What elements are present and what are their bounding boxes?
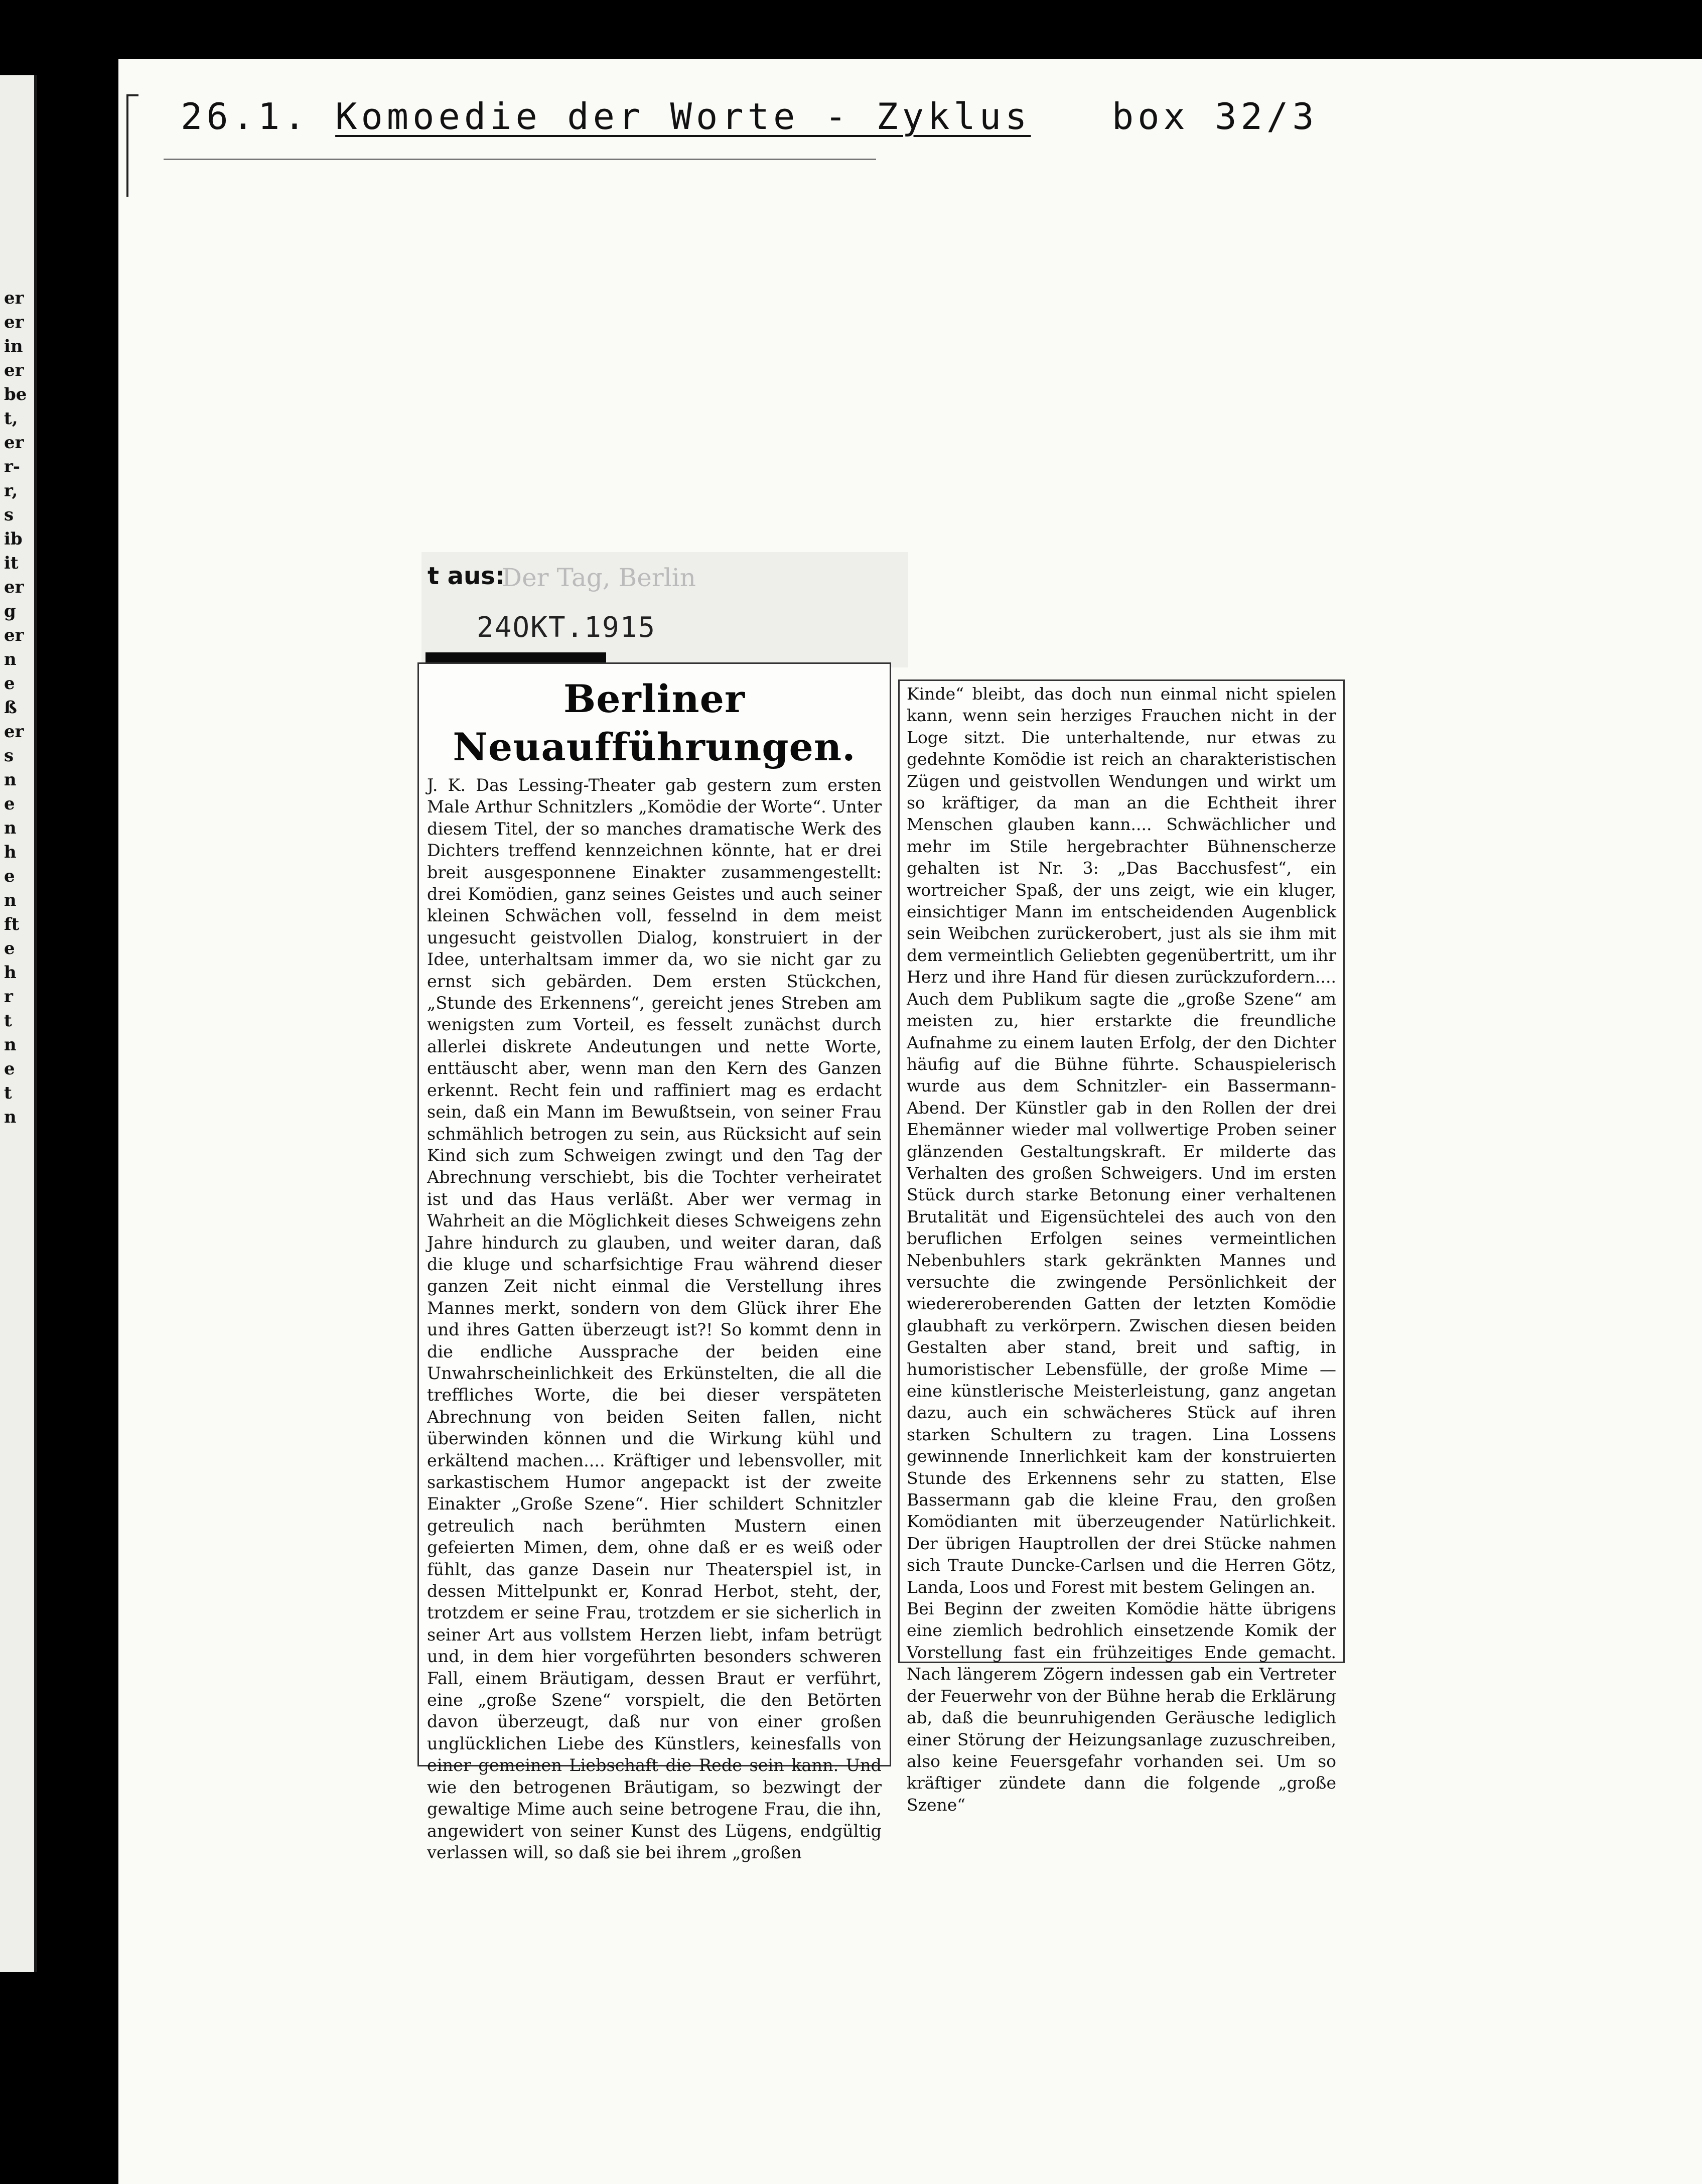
header-rule [164,159,876,160]
adjacent-page-fragment: r [4,987,13,1007]
adjacent-page-fragment: h [4,963,17,983]
source-name: Der Tag, Berlin [502,563,696,592]
headline: Berliner Neuaufführungen. [453,676,856,769]
adjacent-page-fragment: r, [4,481,18,501]
source-prefix: t aus: [428,562,505,590]
adjacent-page-fragment: h [4,842,17,862]
adjacent-page-fragment: n [4,890,17,910]
adjacent-page-fragment: in [4,336,23,356]
card-header [181,95,1318,138]
date-stamp: 24OKT.1915 [477,611,656,644]
adjacent-page-fragment: ß [4,698,17,718]
adjacent-page-fragment: er [4,288,24,308]
adjacent-page-fragment: e [4,1059,15,1079]
adjacent-page-fragment: ib [4,529,23,549]
adjacent-page-fragment: t [4,1011,12,1031]
adjacent-page-fragment: s [4,746,14,766]
adjacent-page-fragment: er [4,577,24,597]
adjacent-page-fragment: n [4,818,17,838]
card-number: 26.1. [181,95,310,138]
adjacent-page-strip [0,75,37,1972]
adjacent-page-fragment: er [4,722,24,742]
adjacent-page-fragment: e [4,673,15,694]
adjacent-page-fragment: er [4,433,24,453]
adjacent-page-fragment: t [4,1083,12,1103]
corner-mark [126,94,138,197]
column-1-text: J. K. Das Lessing-Theater gab gestern zum ersten Male Arthur Schnitzlers „Komödie der Worte“. Unter diesem Titel, der so manches dramatische Werk des Dichters treffend kennzeichnen könnte, hat er drei breit ausgesponnene Einakter zusammengestellt: drei Komödien, ganz seines Geistes und auch seiner kleinen Schwächen voll, fesselnd in dem meist ungesucht geistvollen Dialog, konstruiert in der Idee, unterhaltsam immer da, wo sie nicht gar zu ernst sich gebärden. Dem ersten Stückchen, „Stunde des Erkennens“, gereicht jenes Streben am wenigsten zum Vorteil, es fesselt zunächst durch allerlei diskrete Andeutungen und nette Worte, enttäuscht aber, wenn man den Kern des Ganzen erkennt. Recht fein und raffiniert mag es erdacht sein, daß ein Mann im Bewußtsein, von seiner Frau schmählich betrogen zu sein, aus Rücksicht auf sein Kind sich zum Schweigen zwingt und den Tag der Abrechnung verschiebt, bis die Tochter verheiratet ist und das Haus verläßt. Aber wer vermag in Wahrheit an die Möglichkeit dieses Schweigens zehn Jahre hindurch zu glauben, und weiter daran, daß die kluge und scharfsichtige Frau während dieser ganzen Zeit nicht einmal die Verstellung ihres Mannes merkt, sondern von dem Glück ihrer Ehe und ihres Gatten überzeugt ist?! So kommt denn in die endliche Aussprache der beiden eine Unwahrscheinlichkeit des Erkünstelten, die all die treffliches Worte, die bei dieser verspäteten Abrechnung von beiden Seiten fallen, nicht überwinden können und die Wirkung kühl und erkältend machen.... Kräftiger und lebensvoller, mit sarkastischem Humor angepackt ist der zweite Einakter „Große Szene“. Hier schildert Schnitzler getreulich nach berühmten Mustern einen gefeierten Mimen, dem, ohne daß er es weiß oder fühlt, das ganze Dasein nur Theaterspiel ist, in dessen Mittelpunkt er, Konrad Herbot, steht, der, trotzdem er seine Frau, trotzdem er sie sicherlich in seiner Art aus vollstem Herzen liebt, infam betrügt und, in dem hier vorgeführten besonders schweren Fall, einem Bräutigam, dessen Braut er verführt, eine „große Szene“ vorspielt, die den Betörten davon überzeugt, daß nur von einer großen unglücklichen Liebe des Künstlers, keinesfalls von einer gemeinen Liebschaft die Rede sein kann. Und wie den betrogenen Bräutigam, so bezwingt der gewaltige Mime auch seine betrogene Frau, die ihn, angewidert von seiner Kunst des Lügens, endgültig verlassen will, so daß sie bei ihrem „großen [427,775,882,1862]
clipping-rule [426,652,606,663]
adjacent-page-fragment: er [4,360,24,380]
clipping-source-label [421,552,908,667]
adjacent-page-fragment: er [4,312,24,332]
box-number: box 32/3 [1111,95,1318,138]
adjacent-page-fragment: n [4,1107,17,1127]
adjacent-page-fragment: er [4,625,24,645]
adjacent-page-fragment: e [4,794,15,814]
adjacent-page-fragments [0,286,27,1129]
clipping-column-2 [898,679,1345,1815]
adjacent-page-fragment: ft [4,914,20,934]
adjacent-page-fragment: t, [4,408,18,429]
adjacent-page-fragment: n [4,1035,17,1055]
clipping-column-1 [417,662,891,1862]
adjacent-page-fragment: e [4,866,15,886]
column-2-text: Kinde“ bleibt, das doch nun einmal nicht spielen kann, wenn sein herziges Frauchen nicht in der Loge sitzt. Die unterhaltende, nur etwas zu gedehnte Komödie ist reich an charakteristischen Zügen und geistvollen Wendungen und wirkt um so kräftiger, da man an die Echtheit ihrer Menschen glauben kann.... Schwächlicher und mehr im Stile hergebrachter Bühnenscherze gehalten ist Nr. 3: „Das Bacchusfest“, ein wortreicher Spaß, der uns zeigt, wie ein kluger, einsichtiger Mann im entscheidenden Augenblick sein Weibchen zurückerobert, just als sie ihm mit dem vermeintlich Geliebten gegenübertritt, um ihr Herz und ihre Hand für diesen zurückzufordern.... Auch dem Publikum sagte die „große Szene“ am meisten zu, hier erstarkte die freundliche Aufnahme zu einem lauten Erfolg, der den Dichter häufig auf die Bühne führte. Schauspielerisch wurde aus dem Schnitzler- ein Bassermann-Abend. Der Künstler gab in den Rollen der drei Ehemänner wieder mal vollwertige Proben seiner glänzenden Gestaltungskraft. Er milderte das Verhalten des großen Schweigers. Und im ersten Stück durch starke Betonung einer verhaltenen Brutalität und Eigensüchtelei des auch von den beruflichen Erfolgen seines vermeintlichen Nebenbuhlers stark gekränkten Mannes und versuchte die zwingende Persönlichkeit der wiedereroberenden Gatten der letzten Komödie glaubhaft zu verkörpern. Zwischen diesen beiden Gestalten aber stand, breit und saftig, in humoristischer Lebensfülle, der große Mime — eine künstlerische Meisterleistung, ganz angetan dazu, auch ein schwächeres Stück auf ihren starken Schultern zu tragen. Lina Lossens gewinnende Innerlichkeit kam der konstruierten Stunde des Erkennens sehr zu statten, Else Bassermann gab die kleine Frau, den großen Komödianten mit überzeugender Natürlichkeit. Der übrigen Hauptrollen der drei Stücke nahmen sich Traute Duncke-Carlsen und die Herren Götz, Landa, Loos und Forest mit bestem Gelingen an. Bei Beginn der zweiten Komödie hätte übrigens eine ziemlich bedrohlich einsetzende Komik der Vorstellung fast ein frühzeitiges Ende gemacht. Nach längerem Zögern indessen gab ein Vertreter der Feuerwehr von der Bühne herab die Erklärung ab, daß die beunruhigenden Geräusche lediglich einer Störung der Heizungsanlage zuzuschreiben, also keine Feuersgefahr vorhanden sei. Um so kräftiger zündete dann die folgende „große Szene“ [907,684,1336,1815]
adjacent-page-fragment: n [4,649,17,669]
adjacent-page-fragment: r- [4,457,21,477]
adjacent-page-fragment: be [4,384,27,404]
adjacent-page-fragment: s [4,505,14,525]
adjacent-page-fragment: e [4,938,15,959]
adjacent-page-fragment: it [4,553,19,573]
card-title: Komoedie der Worte - Zyklus [335,95,1031,138]
adjacent-page-fragment: n [4,770,17,790]
adjacent-page-fragment: g [4,601,16,621]
